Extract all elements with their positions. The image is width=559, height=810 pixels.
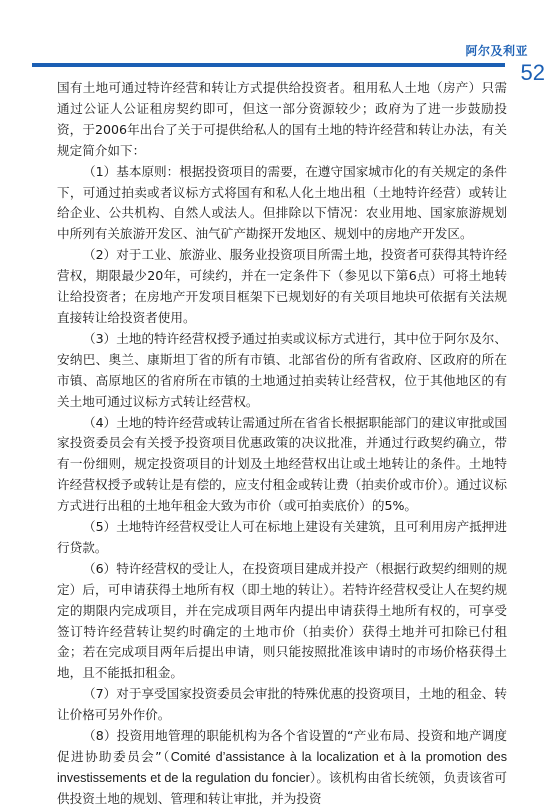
paragraph-8-lead: （8）投资用地管理的职能机构为各个省设置的“产业布局、投资和地产调度促进协助委员会”（ [57, 728, 507, 764]
page-number: 52 [520, 60, 545, 85]
header-divider [32, 63, 505, 67]
paragraph-8 [57, 726, 507, 810]
paragraph-7: （7）对于享受国家投资委员会审批的特殊优惠的投资项目，土地的租金、转让价格可另外作价。 [57, 686, 507, 723]
paragraph-5: （5）土地特许经营权受让人可在标地上建设有关建筑，且可利用房产抵押进行贷款。 [57, 519, 507, 555]
paragraph-2: （2）对于工业、旅游业、服务业投资项目所需土地，投资者可获得其特许经营权，期限最少20年，可续约，并在一定条件下（参见以下第6点）可将土地转让给投资者；在房地产开发项目框架下已规划好的有关项目地块可依据有关法规直接转让给投资者使用。 [57, 247, 507, 325]
paragraph-3: （3）土地的特许经营权授予通过拍卖或议标方式进行，其中位于阿尔及尔、安纳巴、奥兰、康斯坦丁省的所有市镇、北部省份的所有省政府、区政府的所在市镇、高原地区的省府所在市镇的土地通过拍卖转让经营权，位于其他地区的有关土地可通过议标方式转让经营权。 [57, 330, 507, 409]
french-committee-name: Comité d’assistance à la localization et à la promotion des investissements et de la regulation du foncier [57, 750, 507, 785]
intro-paragraph: 国有土地可通过特许经营和转让方式提供给投资者。租用私人土地（房产）只需通过公证人公证租房契约即可，但这一部分资源较少；政府为了进一步鼓励投资，于2006年出台了关于可提供给私人的国有土地的特许经营和转让办法，有关规定简介如下： [57, 80, 507, 158]
paragraph-8-tail: ）。该机构由省长统领，负责该省可供投资土地的规划、管理和转让审批，并为投资 [57, 769, 507, 806]
body-text [57, 78, 507, 810]
paragraph-6: （6）特许经营权的受让人，在投资项目建成并投产（根据行政契约细则的规定）后，可申请获得土地所有权（即土地的转让）。若特许经营权受让人在契约规定的期限内完成项目，并在完成项目两年内提出申请获得土地所有权的，可享受签订特许经营转让契约时确定的土地市价（拍卖价）获得土地并可扣除已付租金；若在完成项目两年后提出申请，则只能按照批准该申请时的市场价格获得土地，且不能抵扣租金。 [57, 560, 507, 681]
paragraph-1: （1）基本原则：根据投资项目的需要，在遵守国家城市化的有关规定的条件下，可通过拍卖或者议标方式将国有和私人化土地出租（土地特许经营）或转让给企业、公共机构、自然人或法人。但排除以下情况：农业用地、国家旅游规划中所列有关旅游开发区、油气矿产勘探开发地区、规划中的房地产开发区。 [57, 163, 507, 242]
section-title: 阿尔及利亚 [465, 44, 528, 58]
paragraph-4: （4）土地的特许经营或转让需通过所在省省长根据职能部门的建议审批或国家投资委员会有关授予投资项目优惠政策的决议批准，并通过行政契约确立，带有一份细则，规定投资项目的计划及土地经营权出让或土地转让的条件。土地特许经营权授予或转让是有偿的，应支付租金或转让费（拍卖价或市价）。通过议标方式进行出租的土地年租金大致为市价（或可拍卖底价）的5%。 [57, 414, 507, 514]
